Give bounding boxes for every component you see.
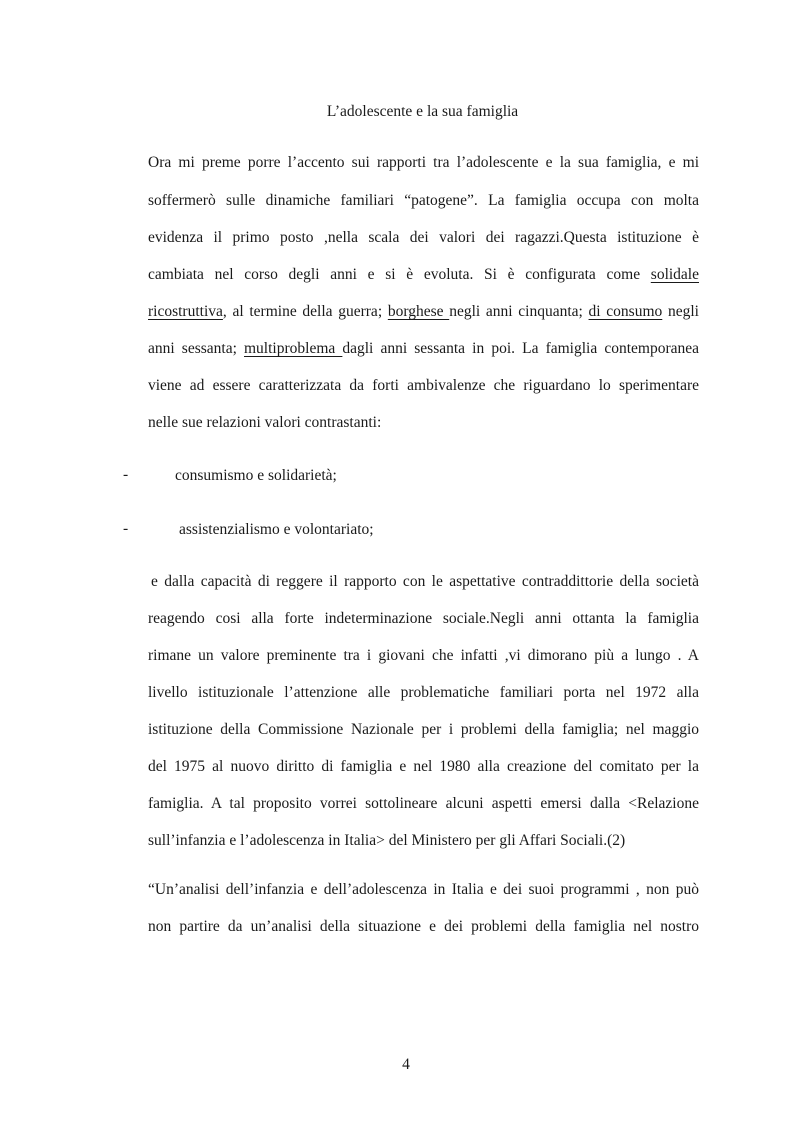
text-segment: anni sessanta; <box>148 340 244 357</box>
text-segment: negli anni cinquanta; <box>449 303 589 320</box>
paragraph-1-line-1: Ora mi preme porre l’accento sui rapporti tra l’adolescente e la sua famiglia, e mi <box>148 154 699 171</box>
paragraph-1-line-3: evidenza il primo posto ,nella scala dei valori dei ragazzi.Questa istituzione è <box>148 229 699 246</box>
text-segment: , al termine della guerra; <box>222 303 388 320</box>
page-number: 4 <box>402 1056 410 1073</box>
underlined-term: multiproblema <box>244 340 343 357</box>
paragraph-1-line-4 <box>148 265 699 285</box>
list-bullet: - <box>123 466 129 483</box>
list-item: assistenzialismo e volontariato; <box>179 521 374 538</box>
underlined-term: ricostruttiva <box>148 303 223 320</box>
paragraph-2-line-7: famiglia. A tal proposito vorrei sottolineare alcuni aspetti emersi dalla <Relazione <box>148 795 699 812</box>
list-item: consumismo e solidarietà; <box>175 467 337 484</box>
paragraph-1-line-6 <box>148 339 699 359</box>
paragraph-2-line-2: reagendo cosi alla forte indeterminazione sociale.Negli anni ottanta la famiglia <box>148 610 699 627</box>
underlined-term: borghese <box>387 303 450 320</box>
paragraph-3-line-2: non partire da un’analisi della situazione e dei problemi della famiglia nel nostro <box>148 918 699 935</box>
list-bullet: - <box>123 520 129 537</box>
text-segment: negli <box>662 303 699 320</box>
text-segment: dagli anni sessanta in poi. La famiglia contemporanea <box>342 340 699 357</box>
underlined-term: di consumo <box>588 303 663 320</box>
paragraph-1-line-5 <box>148 302 699 322</box>
paragraph-2-line-6: del 1975 al nuovo diritto di famiglia e nel 1980 alla creazione del comitato per la <box>148 758 699 775</box>
paragraph-2-line-3: rimane un valore preminente tra i giovani che infatti ,vi dimorano più a lungo . A <box>148 647 699 664</box>
paragraph-2-line-4: livello istituzionale l’attenzione alle problematiche familiari porta nel 1972 alla <box>148 684 699 701</box>
paragraph-1-line-2: soffermerò sulle dinamiche familiari “patogene”. La famiglia occupa con molta <box>148 192 699 209</box>
page-title: L’adolescente e la sua famiglia <box>326 103 519 120</box>
paragraph-2-line-8: sull’infanzia e l’adolescenza in Italia> del Ministero per gli Affari Sociali.(2) <box>148 832 626 849</box>
underlined-term: solidale <box>650 266 699 283</box>
paragraph-1-line-8: nelle sue relazioni valori contrastanti: <box>148 414 382 431</box>
text-segment: cambiata nel corso degli anni e si è evoluta. Si è configurata come <box>148 266 651 283</box>
paragraph-3-line-1: “Un’analisi dell’infanzia e dell’adolescenza in Italia e dei suoi programmi , non può <box>148 881 699 898</box>
paragraph-1-line-7: viene ad essere caratterizzata da forti ambivalenze che riguardano lo sperimentare <box>148 377 699 394</box>
paragraph-2-line-5: istituzione della Commissione Nazionale per i problemi della famiglia; nel maggio <box>148 721 699 738</box>
paragraph-2-line-1: e dalla capacità di reggere il rapporto con le aspettative contraddittorie della società <box>151 573 699 590</box>
